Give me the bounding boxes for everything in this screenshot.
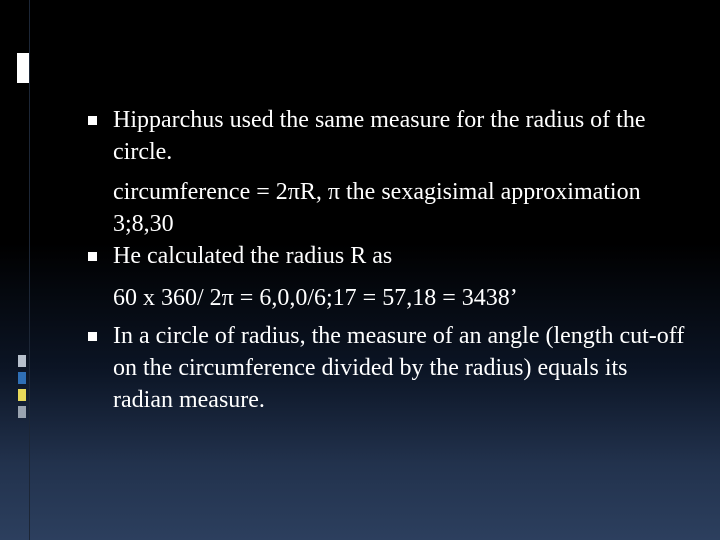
bullet-continuation: 60 x 360/ 2π = 6,0,0/6;17 = 57,18 = 3438’ <box>113 285 518 311</box>
accent-square-decoration <box>17 53 29 83</box>
bullet-item <box>88 240 688 272</box>
accent-bar-1 <box>18 355 26 367</box>
bullet-item <box>88 320 688 416</box>
left-vertical-rule <box>29 0 30 540</box>
accent-bar-3 <box>18 389 26 401</box>
accent-bar-2 <box>18 372 26 384</box>
bullet-text: In a circle of radius, the measure of an angle (length cut-off on the circumference divided by the radius) equals its radian measure. <box>113 323 685 413</box>
accent-bar-4 <box>18 406 26 418</box>
square-bullet-icon <box>88 252 97 261</box>
square-bullet-icon <box>88 116 97 125</box>
bullet-text: He calculated the radius R as <box>113 243 393 269</box>
square-bullet-icon <box>88 332 97 341</box>
bullet-text: Hipparchus used the same measure for the radius of the circle. <box>113 107 646 165</box>
slide-body <box>88 104 688 416</box>
bullet-item <box>88 104 688 168</box>
bullet-continuation: circumference = 2πR, π the sexagisimal approximation 3;8,30 <box>113 179 641 237</box>
